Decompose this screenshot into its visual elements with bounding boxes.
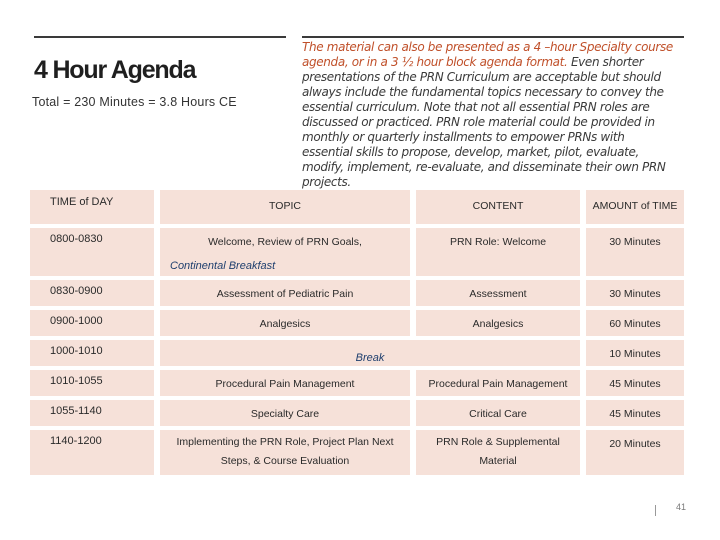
topic-cell — [160, 430, 410, 475]
agenda-table — [30, 186, 684, 479]
topic-cell: Procedural Pain Management — [160, 370, 410, 396]
page-number-separator — [655, 505, 656, 516]
amount-cell: 45 Minutes — [586, 370, 684, 396]
table-row — [30, 310, 684, 336]
table-row — [30, 340, 684, 366]
break-cell — [160, 340, 580, 366]
time-cell: 1000-1010 — [30, 340, 154, 366]
table-header-row — [30, 190, 684, 224]
time-cell: 1055-1140 — [30, 400, 154, 426]
table-row — [30, 430, 684, 475]
amount-cell: 20 Minutes — [586, 430, 684, 475]
description-text — [302, 40, 674, 190]
table-row — [30, 228, 684, 276]
content-cell: Procedural Pain Management — [416, 370, 580, 396]
amount-cell: 10 Minutes — [586, 340, 684, 366]
topic-line: Implementing the PRN Role, Project Plan Next — [176, 436, 394, 448]
content-cell: Assessment — [416, 280, 580, 306]
page-title: 4 Hour Agenda — [34, 56, 196, 84]
time-cell: 0900-1000 — [30, 310, 154, 336]
time-cell: 0800-0830 — [30, 228, 154, 276]
time-cell: 0830-0900 — [30, 280, 154, 306]
content-cell: Critical Care — [416, 400, 580, 426]
table-row — [30, 280, 684, 306]
topic-cell — [160, 228, 410, 276]
table-row — [30, 370, 684, 396]
time-cell: 1140-1200 — [30, 430, 154, 475]
topic-line: Steps, & Course Evaluation — [220, 455, 350, 467]
total-hours: Total = 230 Minutes = 3.8 Hours CE — [32, 95, 237, 109]
amount-cell: 30 Minutes — [586, 280, 684, 306]
content-cell: PRN Role: Welcome — [416, 228, 580, 276]
topic-cell: Specialty Care — [160, 400, 410, 426]
break-label: Break — [355, 352, 385, 364]
amount-cell: 45 Minutes — [586, 400, 684, 426]
table-row — [30, 400, 684, 426]
content-cell — [416, 430, 580, 475]
page-number: 41 — [676, 502, 687, 512]
topic-cell: Analgesics — [160, 310, 410, 336]
left-top-rule — [34, 36, 286, 38]
time-cell: 1010-1055 — [30, 370, 154, 396]
header-amount: AMOUNT of TIME — [586, 190, 684, 224]
header-content: CONTENT — [416, 190, 580, 224]
content-cell: Analgesics — [416, 310, 580, 336]
content-line: Material — [479, 455, 517, 467]
right-top-rule — [302, 36, 684, 38]
header-time: TIME of DAY — [30, 190, 154, 224]
description-highlight: The material can also be presented as a 4 –hour Specialty course agenda, or in a 3 ½ hour block agenda format. — [302, 40, 673, 69]
topic-cell: Assessment of Pediatric Pain — [160, 280, 410, 306]
breakfast-note: Continental Breakfast — [170, 260, 276, 272]
content-line: PRN Role & Supplemental — [436, 436, 560, 448]
description-rest: Even shorter presentations of the PRN Curriculum are acceptable but should always include the fundamental topics necessary to convey the essential curriculum. Note that not all essential PRN roles are discussed or practiced. PRN role material could be provided in monthly or quarterly installments to empower PRNs with essential skills to propose, develop, market, pilot, evaluate, modify, implement, re-evaluate, and disseminate their own PRN projects. — [302, 55, 666, 189]
amount-cell: 60 Minutes — [586, 310, 684, 336]
topic-text: Welcome, Review of PRN Goals, — [208, 236, 362, 248]
header-topic: TOPIC — [160, 190, 410, 224]
amount-cell: 30 Minutes — [586, 228, 684, 276]
